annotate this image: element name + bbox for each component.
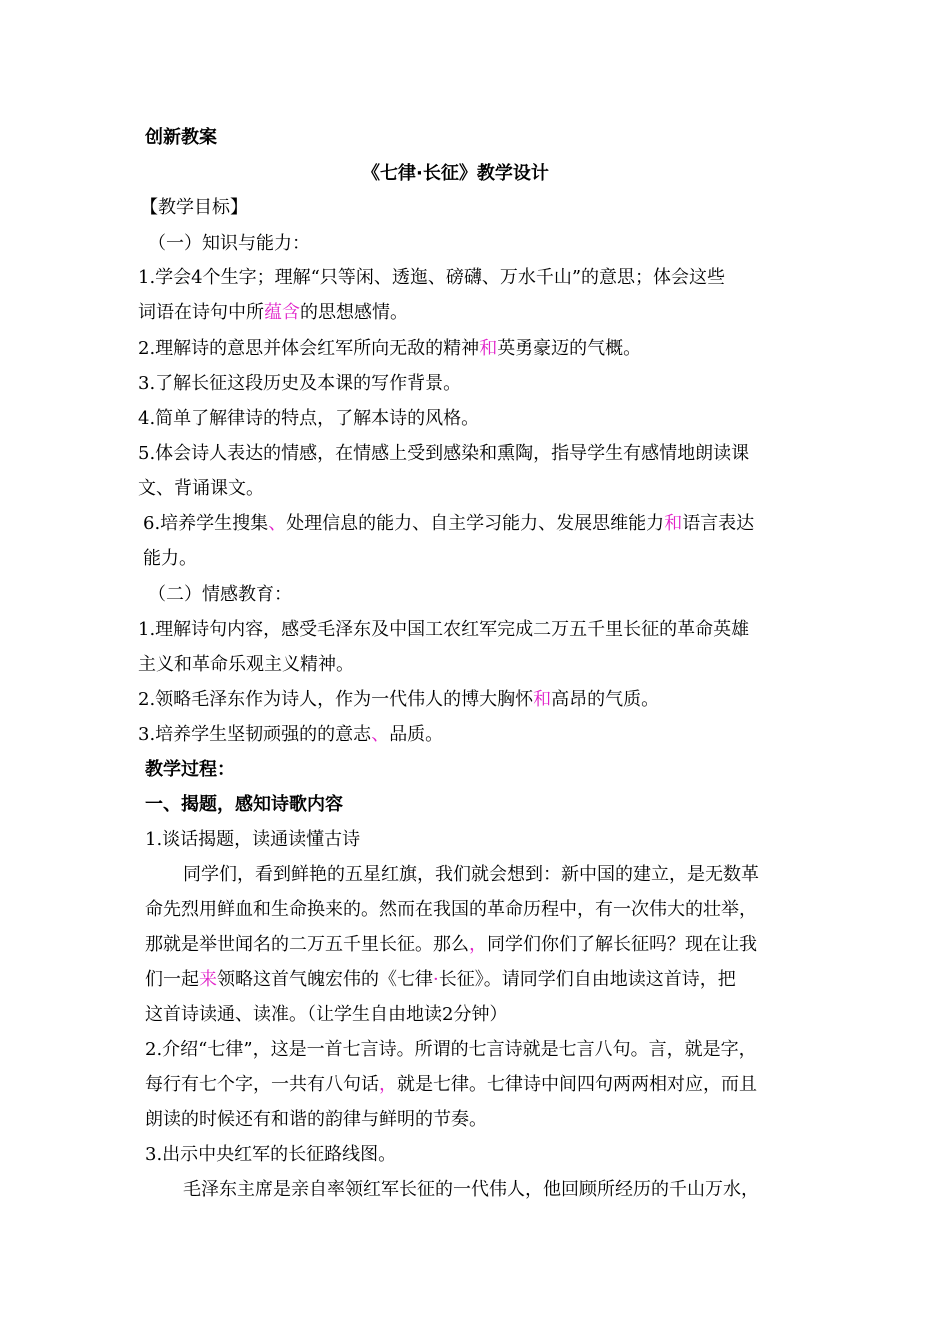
goal-k3: 3.了解长征这段历史及本课的写作背景。 <box>138 373 462 394</box>
goal-k4: 4.简单了解律诗的特点，了解本诗的风格。 <box>138 408 480 429</box>
document-label: 创新教案 <box>145 127 217 148</box>
section-1-heading: 一、揭题，感知诗歌内容 <box>145 794 343 815</box>
para1-line5: 这首诗读通、读准。（让学生自由地读2分钟） <box>145 1004 508 1025</box>
goals-heading: 【教学目标】 <box>140 197 248 218</box>
goal-k2: 2.理解诗的意思并体会红军所向无敌的精神和英勇豪迈的气概。 <box>138 338 642 359</box>
step-2-line3: 朗读的时候还有和谐的韵律与鲜明的节奏。 <box>145 1109 487 1130</box>
goal-k6-line1: 6.培养学生搜集、处理信息的能力、自主学习能力、发展思维能力和语言表达 <box>143 513 755 534</box>
para1-line2: 命先烈用鲜血和生命换来的。然而在我国的革命历程中，有一次伟大的壮举， <box>145 899 757 920</box>
goal-e1-line2: 主义和革命乐观主义精神。 <box>138 654 354 675</box>
goal-e3: 3.培养学生坚韧顽强的的意志、品质。 <box>138 724 444 745</box>
document-title: 《七律·长征》教学设计 <box>362 163 549 184</box>
para1-line4: 们一起来领略这首气魄宏伟的《七律·长征》。请同学们自由地读这首诗，把 <box>145 969 736 990</box>
goal-k5-line2: 文、背诵课文。 <box>138 478 264 499</box>
step-2-line1: 2.介绍“七律”，这是一首七言诗。所谓的七言诗就是七言八句。言，就是字， <box>145 1039 757 1060</box>
para1-line1: 同学们，看到鲜艳的五星红旗，我们就会想到：新中国的建立，是无数革 <box>183 864 759 885</box>
goal-e2: 2.领略毛泽东作为诗人，作为一代伟人的博大胸怀和高昂的气质。 <box>138 689 660 710</box>
goal-k5-line1: 5.体会诗人表达的情感，在情感上受到感染和熏陶，指导学生有感情地朗读课 <box>138 443 750 464</box>
goal-k1-line2: 词语在诗句中所蕴含的思想感情。 <box>138 302 408 323</box>
para1-line3: 那就是举世闻名的二万五千里长征。那么，同学们你们了解长征吗？现在让我 <box>145 934 757 955</box>
emotion-heading: （二）情感教育： <box>148 584 292 605</box>
goal-k1-line1: 1.学会4个生字；理解“只等闲、透迤、磅礴、万水千山”的意思；体会这些 <box>138 267 726 288</box>
goal-e1-line1: 1.理解诗句内容，感受毛泽东及中国工农红军完成二万五千里长征的革命英雄 <box>138 619 750 640</box>
step-1: 1.谈话揭题，读通读懂古诗 <box>145 829 361 850</box>
para2-line1: 毛泽东主席是亲自率领红军长征的一代伟人，他回顾所经历的千山万水， <box>183 1179 759 1200</box>
knowledge-heading: （一）知识与能力： <box>148 233 310 254</box>
goal-k6-line2: 能力。 <box>143 548 197 569</box>
step-3: 3.出示中央红军的长征路线图。 <box>145 1144 397 1165</box>
process-heading: 教学过程： <box>145 759 235 780</box>
step-2-line2: 每行有七个字，一共有八句话，就是七律。七律诗中间四句两两相对应，而且 <box>145 1074 757 1095</box>
